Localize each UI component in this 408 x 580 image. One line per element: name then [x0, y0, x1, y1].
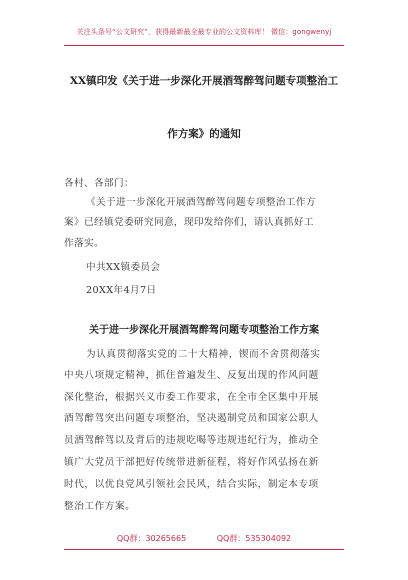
- plan-paragraph-line: 为认真贯彻落实党的二十大精神，锲而不舍贯彻落实: [86, 349, 321, 360]
- document-title-line-1: XX镇印发《关于进一步深化开展酒驾醉驾问题专项整治工: [69, 75, 339, 87]
- footer-qq-group-2: QQ群：535304092: [216, 534, 292, 543]
- plan-paragraph-line: 深化整治，根据兴义市委工作要求，在全市全区集中开展: [64, 392, 319, 403]
- document-title-line-2: 作方案》的通知: [167, 128, 241, 140]
- plan-paragraph-line: 时代，以优良党风引领社会民风，结合实际，制定本专项: [64, 479, 319, 490]
- header-divider: [64, 45, 344, 46]
- notice-date: 20XX年4月7日: [86, 285, 157, 296]
- plan-paragraph-line: 酒驾醉驾突出问题专项整治，坚决遏制党员和国家公职人: [64, 413, 319, 424]
- plan-paragraph-line: 员酒驾醉驾以及背后的违规吃喝等违规违纪行为，推动全: [64, 435, 319, 446]
- header-note: 关注头条号“公文研究”，获得最新最全最专业的公文资料库！ 微信：gongwenyj: [76, 28, 332, 36]
- notice-issuer: 中共XX镇委员会: [86, 262, 161, 273]
- notice-line: 作落实。: [64, 238, 104, 249]
- plan-title: 关于进一步深化开展酒驾醉驾问题专项整治工作方案: [89, 325, 319, 336]
- plan-paragraph-line: 整治工作方案。: [64, 501, 136, 512]
- footer-divider: [64, 549, 344, 550]
- notice-salutation: 各村、各部门：: [64, 178, 134, 189]
- footer-qq-group-1: QQ群：30265665: [116, 534, 187, 543]
- footer-contacts: [0, 533, 408, 544]
- notice-line: 《关于进一步深化开展酒驾醉驾问题专项整治工作方: [86, 197, 316, 208]
- plan-paragraph-line: 镇广大党员干部把好传统带进新征程，将好作风弘扬在新: [64, 457, 319, 468]
- plan-paragraph-line: 中央八项规定精神，抓住普遍发生、反复出现的作风问题: [64, 370, 319, 381]
- notice-line: 案》已经镇党委研究同意，现印发给你们，请认真抓好工: [64, 217, 314, 228]
